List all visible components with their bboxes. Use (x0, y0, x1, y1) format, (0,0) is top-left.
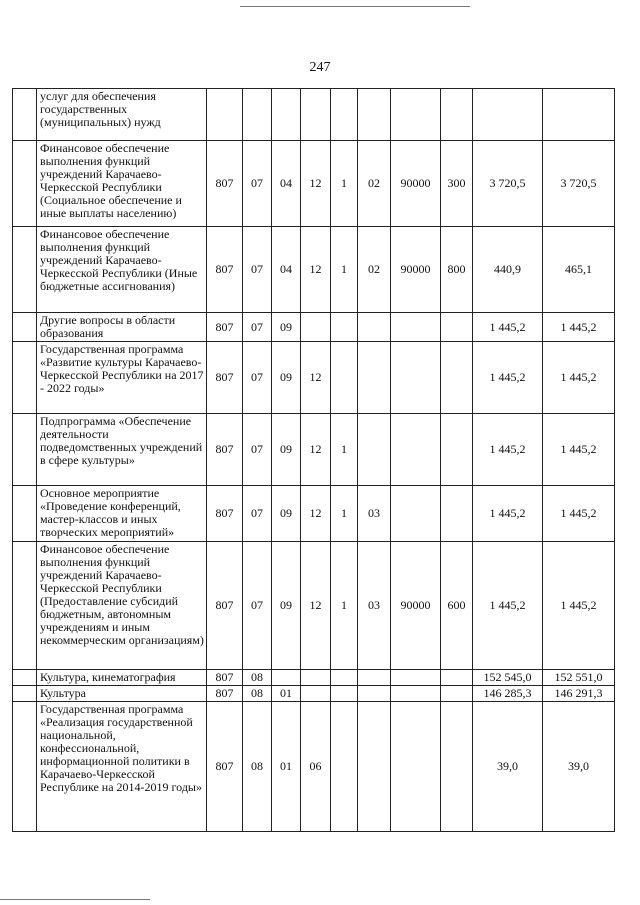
row-c6-cell: 02 (358, 227, 391, 313)
row-v1-cell: 152 545,0 (473, 670, 543, 686)
row-name-cell: Подпрограмма «Обеспечение деятельности подведомственных учреждений в сфере культуры» (37, 414, 207, 486)
row-c6-cell: 02 (358, 141, 391, 227)
row-v2-cell: 465,1 (543, 227, 615, 313)
row-c8-cell (441, 313, 473, 342)
row-c2-cell: 08 (243, 686, 272, 702)
table-row (13, 313, 615, 342)
row-c2-cell: 07 (243, 486, 272, 542)
row-number-cell (13, 313, 37, 342)
row-c2-cell: 07 (243, 141, 272, 227)
row-number-cell (13, 141, 37, 227)
row-v2-cell: 1 445,2 (543, 414, 615, 486)
row-name-cell: Финансовое обеспечение выполнения функций учреждений Карачаево-Черкесской Республики (Предоставление субсидий бюджетным, автономным учреждениям и иным некоммерческим организациям) (37, 542, 207, 670)
row-v2-cell (543, 89, 615, 141)
table-row (13, 486, 615, 542)
row-c1-cell (207, 89, 243, 141)
row-c2-cell: 07 (243, 313, 272, 342)
row-c8-cell: 800 (441, 227, 473, 313)
row-c8-cell (441, 342, 473, 414)
row-c2-cell (243, 89, 272, 141)
row-c1-cell: 807 (207, 313, 243, 342)
row-c4-cell (301, 670, 331, 686)
row-c7-cell (391, 686, 441, 702)
row-c7-cell: 90000 (391, 141, 441, 227)
row-c3-cell: 09 (272, 414, 301, 486)
row-c8-cell (441, 89, 473, 141)
row-c5-cell (331, 342, 358, 414)
row-c7-cell (391, 670, 441, 686)
row-c5-cell (331, 686, 358, 702)
row-v1-cell: 440,9 (473, 227, 543, 313)
row-c4-cell: 12 (301, 227, 331, 313)
row-c8-cell (441, 486, 473, 542)
row-c6-cell (358, 702, 391, 832)
row-c3-cell: 04 (272, 227, 301, 313)
row-v1-cell: 39,0 (473, 702, 543, 832)
row-number-cell (13, 542, 37, 670)
row-name-cell: Культура (37, 686, 207, 702)
row-number-cell (13, 670, 37, 686)
row-c4-cell (301, 89, 331, 141)
row-c5-cell: 1 (331, 486, 358, 542)
row-c3-cell: 01 (272, 702, 301, 832)
row-name-cell: Культура, кинематография (37, 670, 207, 686)
row-c3-cell: 09 (272, 342, 301, 414)
row-v2-cell: 152 551,0 (543, 670, 615, 686)
row-v1-cell: 1 445,2 (473, 542, 543, 670)
row-name-cell: услуг для обеспечения государственных (муниципальных) нужд (37, 89, 207, 141)
table-row (13, 542, 615, 670)
row-c2-cell: 07 (243, 227, 272, 313)
row-c8-cell (441, 702, 473, 832)
row-v1-cell: 3 720,5 (473, 141, 543, 227)
row-c8-cell (441, 670, 473, 686)
row-c1-cell: 807 (207, 670, 243, 686)
row-c4-cell: 12 (301, 414, 331, 486)
row-name-cell: Другие вопросы в области образования (37, 313, 207, 342)
row-c6-cell (358, 670, 391, 686)
budget-table (12, 88, 615, 832)
row-v2-cell: 3 720,5 (543, 141, 615, 227)
row-v1-cell: 1 445,2 (473, 342, 543, 414)
row-c5-cell: 1 (331, 414, 358, 486)
row-c6-cell: 03 (358, 486, 391, 542)
scan-artifact-bottom (0, 899, 150, 900)
row-number-cell (13, 89, 37, 141)
row-number-cell (13, 702, 37, 832)
row-name-cell: Государственная программа «Реализация государственной национальной, конфессиональной, информационной политики в Карачаево-Черкесской Республике на 2014-2019 годы» (37, 702, 207, 832)
row-c8-cell: 600 (441, 542, 473, 670)
row-c4-cell: 12 (301, 486, 331, 542)
row-c4-cell: 12 (301, 542, 331, 670)
row-c2-cell: 08 (243, 702, 272, 832)
row-c3-cell: 09 (272, 542, 301, 670)
row-c1-cell: 807 (207, 414, 243, 486)
table-row (13, 670, 615, 686)
table-row (13, 141, 615, 227)
row-number-cell (13, 227, 37, 313)
row-c4-cell (301, 313, 331, 342)
table-row (13, 227, 615, 313)
row-c3-cell (272, 670, 301, 686)
table-row (13, 89, 615, 141)
row-c4-cell: 12 (301, 141, 331, 227)
row-c6-cell (358, 89, 391, 141)
row-name-cell: Финансовое обеспечение выполнения функций учреждений Карачаево-Черкесской Республики (Иные бюджетные ассигнования) (37, 227, 207, 313)
row-c6-cell (358, 313, 391, 342)
row-c4-cell: 12 (301, 342, 331, 414)
row-v2-cell: 1 445,2 (543, 542, 615, 670)
row-c8-cell (441, 686, 473, 702)
row-v1-cell: 1 445,2 (473, 414, 543, 486)
row-name-cell: Финансовое обеспечение выполнения функций учреждений Карачаево-Черкесской Республики (Социальное обеспечение и иные выплаты населению) (37, 141, 207, 227)
row-v2-cell: 1 445,2 (543, 486, 615, 542)
row-c1-cell: 807 (207, 542, 243, 670)
row-c5-cell (331, 313, 358, 342)
row-c7-cell: 90000 (391, 542, 441, 670)
row-c4-cell: 06 (301, 702, 331, 832)
row-c5-cell: 1 (331, 141, 358, 227)
row-c7-cell: 90000 (391, 227, 441, 313)
row-c8-cell (441, 414, 473, 486)
row-v1-cell: 146 285,3 (473, 686, 543, 702)
row-v1-cell (473, 89, 543, 141)
table-row (13, 342, 615, 414)
scan-artifact-top (240, 6, 470, 7)
row-c7-cell (391, 313, 441, 342)
row-c1-cell: 807 (207, 342, 243, 414)
page-number: 247 (309, 60, 331, 75)
row-c6-cell (358, 342, 391, 414)
table-row (13, 702, 615, 832)
row-c5-cell (331, 670, 358, 686)
row-name-cell: Государственная программа «Развитие культуры Карачаево-Черкесской Республики на 2017 - 2022 годы» (37, 342, 207, 414)
row-v2-cell: 39,0 (543, 702, 615, 832)
row-number-cell (13, 486, 37, 542)
row-c3-cell: 01 (272, 686, 301, 702)
row-c1-cell: 807 (207, 141, 243, 227)
row-c2-cell: 07 (243, 542, 272, 670)
row-c6-cell (358, 414, 391, 486)
row-v2-cell: 1 445,2 (543, 313, 615, 342)
row-v1-cell: 1 445,2 (473, 313, 543, 342)
row-name-cell: Основное мероприятие «Проведение конференций, мастер-классов и иных творческих мероприятий» (37, 486, 207, 542)
row-c6-cell: 03 (358, 542, 391, 670)
row-v2-cell: 1 445,2 (543, 342, 615, 414)
row-c8-cell: 300 (441, 141, 473, 227)
row-c7-cell (391, 486, 441, 542)
table-row (13, 414, 615, 486)
row-c5-cell (331, 89, 358, 141)
row-c2-cell: 08 (243, 670, 272, 686)
row-v1-cell: 1 445,2 (473, 486, 543, 542)
row-c7-cell (391, 89, 441, 141)
row-c3-cell (272, 89, 301, 141)
row-c1-cell: 807 (207, 227, 243, 313)
row-v2-cell: 146 291,3 (543, 686, 615, 702)
row-c7-cell (391, 414, 441, 486)
row-number-cell (13, 686, 37, 702)
row-c2-cell: 07 (243, 342, 272, 414)
row-number-cell (13, 414, 37, 486)
row-c4-cell (301, 686, 331, 702)
table-row (13, 686, 615, 702)
row-c1-cell: 807 (207, 686, 243, 702)
row-c5-cell (331, 702, 358, 832)
row-c7-cell (391, 342, 441, 414)
row-c6-cell (358, 686, 391, 702)
row-number-cell (13, 342, 37, 414)
row-c5-cell: 1 (331, 227, 358, 313)
row-c2-cell: 07 (243, 414, 272, 486)
row-c3-cell: 09 (272, 486, 301, 542)
row-c3-cell: 09 (272, 313, 301, 342)
row-c1-cell: 807 (207, 702, 243, 832)
row-c3-cell: 04 (272, 141, 301, 227)
row-c1-cell: 807 (207, 486, 243, 542)
row-c7-cell (391, 702, 441, 832)
row-c5-cell: 1 (331, 542, 358, 670)
